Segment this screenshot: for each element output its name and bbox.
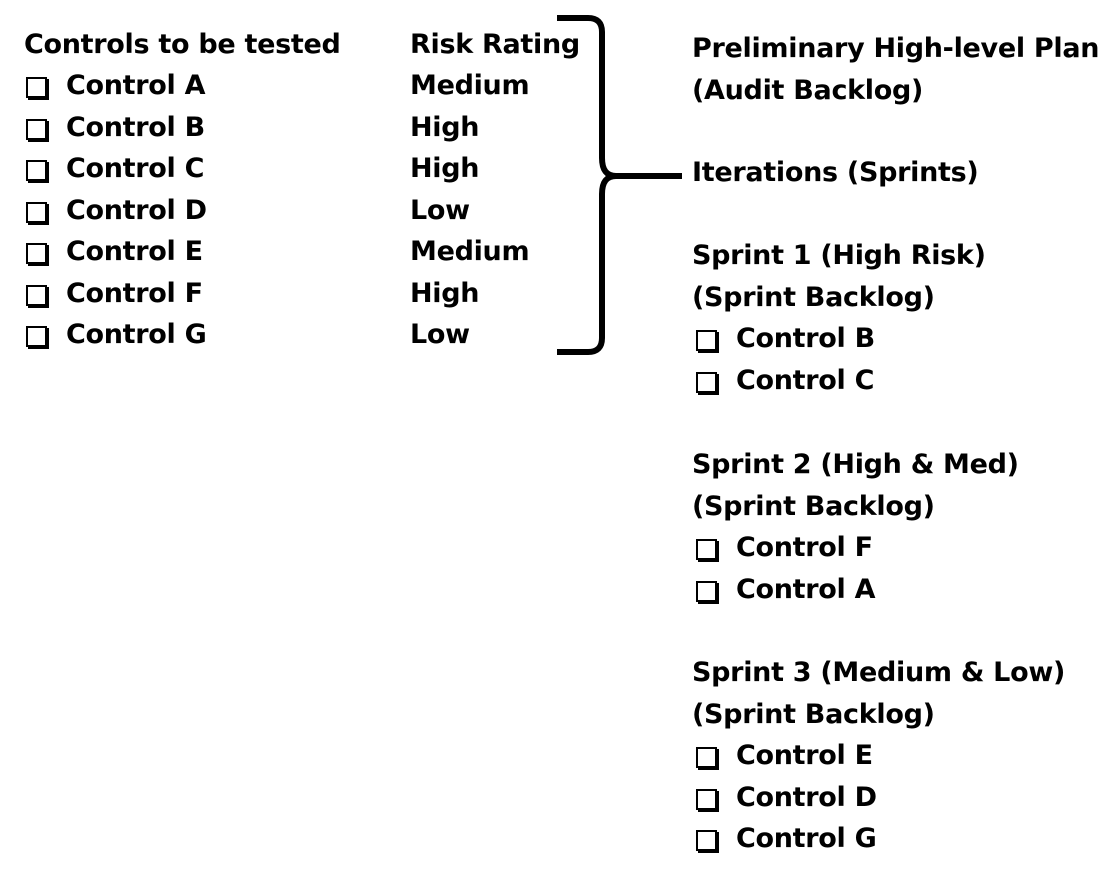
control-label: Control D [66,194,207,226]
risk-rating-value: Low [410,319,470,350]
risk-rating-value: Low [410,194,470,226]
sprint-subtitle: (Sprint Backlog) [692,699,935,730]
risk-rating-value: Medium [410,70,530,101]
checkbox-icon[interactable] [696,372,717,393]
control-label: Control A [66,70,206,101]
control-label: Control B [736,323,875,354]
control-label: Control A [736,573,876,605]
checkbox-icon[interactable] [696,830,717,851]
control-label: Control F [66,277,203,309]
risk-rating-heading: Risk Rating [410,29,580,60]
checkbox-icon[interactable] [26,119,47,140]
checkbox-icon[interactable] [696,539,717,560]
checkbox-icon[interactable] [696,789,717,810]
brace-path [557,18,616,352]
control-label: Control B [66,111,205,143]
checkbox-icon[interactable] [26,243,47,264]
sprint-title: Sprint 2 (High & Med) [692,449,1019,480]
checkbox-icon[interactable] [696,747,717,768]
sprint-title: Sprint 3 (Medium & Low) [692,657,1065,688]
control-label: Control F [736,532,873,563]
checkbox-icon[interactable] [26,326,47,347]
risk-rating-value: Medium [410,236,530,267]
sprint-subtitle: (Sprint Backlog) [692,282,935,313]
checkbox-icon[interactable] [26,77,47,98]
checkbox-icon[interactable] [696,581,717,602]
control-label: Control G [736,823,877,854]
risk-rating-value: High [410,111,480,143]
checkbox-icon[interactable] [26,202,47,223]
control-label: Control C [736,364,875,396]
controls-heading: Controls to be tested [24,29,341,60]
control-label: Control G [66,319,207,350]
control-label: Control C [66,153,205,184]
control-label: Control E [736,740,873,771]
checkbox-icon[interactable] [696,330,717,351]
iterations-label: Iterations (Sprints) [692,157,979,188]
checkbox-icon[interactable] [26,285,47,306]
risk-rating-list [410,65,529,356]
plan-title-line1: Preliminary High-level Plan [692,33,1099,64]
sprint-title: Sprint 1 (High Risk) [692,240,986,271]
plan-title-line2: (Audit Backlog) [692,75,924,106]
risk-rating-value: High [410,277,480,309]
checkbox-icon[interactable] [26,160,47,181]
control-label: Control D [736,781,877,813]
sprint-subtitle: (Sprint Backlog) [692,491,935,522]
risk-rating-value: High [410,153,480,184]
control-label: Control E [66,236,203,267]
